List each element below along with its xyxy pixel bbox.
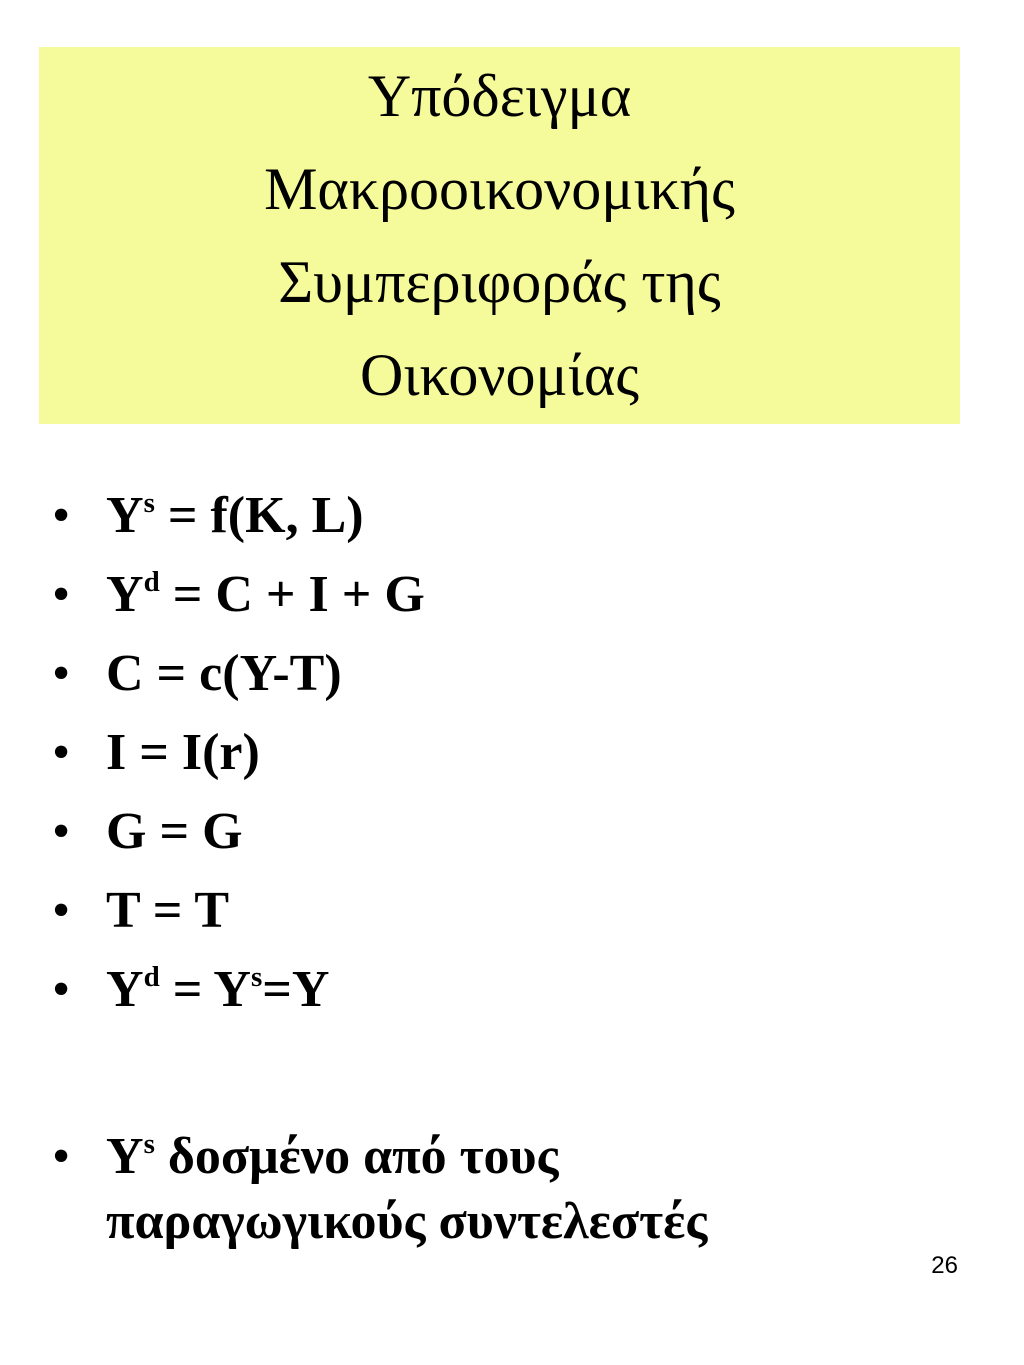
title-line-1: Υπόδειγμα [367, 62, 632, 129]
bullet-equilibrium [0, 950, 1024, 1029]
equation-middle: = Y [159, 961, 251, 1018]
bullet-text: δοσμένο από τους [154, 1128, 559, 1185]
bullet-dot: • [52, 882, 71, 939]
bullet-dot: • [52, 1128, 71, 1185]
bullet-list [0, 476, 1024, 1254]
equation-text: G = G [106, 803, 243, 860]
bullet-supply-function [0, 476, 1024, 555]
bullet-dot: • [52, 487, 71, 544]
equation-rest: = C + I + G [159, 566, 425, 623]
bullet-taxes [0, 871, 1024, 950]
title-line-4: Οικονομίας [359, 341, 640, 408]
bullet-consumption [0, 634, 1024, 713]
bullet-dot: • [52, 566, 71, 623]
bullet-dot: • [52, 645, 71, 702]
equation-rest: =Y [262, 961, 330, 1018]
bullet-line-1 [106, 1124, 1024, 1189]
equation-superscript: s [143, 1128, 155, 1160]
equation-superscript: d [143, 961, 160, 993]
bullet-dot: • [52, 803, 71, 860]
bullet-dot: • [52, 961, 71, 1018]
equation-superscript: d [143, 566, 160, 598]
bullet-dot: • [52, 724, 71, 781]
equation-text: T = T [106, 882, 230, 939]
page-number: 26 [931, 1252, 958, 1279]
equation-base: Y [106, 961, 144, 1018]
equation-superscript: s [143, 487, 155, 519]
title-box [39, 47, 960, 424]
equation-superscript-2: s [250, 961, 263, 993]
equation-rest: = f(K, L) [154, 487, 364, 544]
equation-base: Y [106, 487, 144, 544]
equation-text: C = c(Y-T) [106, 645, 342, 702]
bullet-investment [0, 713, 1024, 792]
bullet-demand-identity [0, 555, 1024, 634]
bullet-supply-given [0, 1124, 1024, 1254]
bullet-line-2: παραγωγικούς συντελεστές [106, 1193, 708, 1250]
equation-text: I = I(r) [106, 724, 260, 781]
title-line-3: Συμπεριφοράς της [278, 248, 721, 315]
bullet-government [0, 792, 1024, 871]
equation-base: Y [106, 566, 144, 623]
equation-base: Y [106, 1128, 144, 1185]
title-line-2: Μακροοικονομικής [264, 155, 735, 222]
